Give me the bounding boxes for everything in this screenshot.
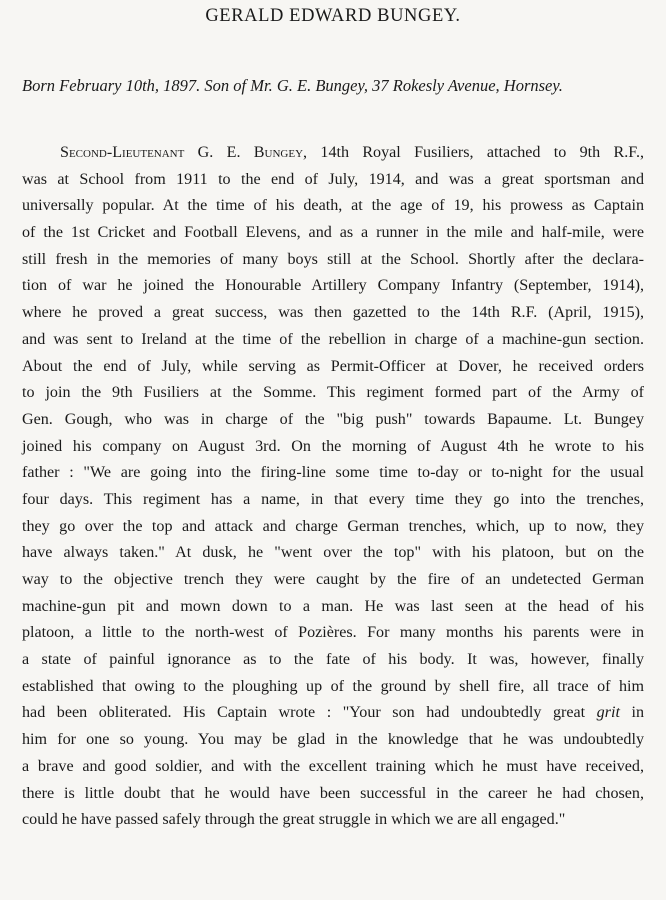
body-line: still fresh in the memories of many boys still at the School. Shortly after the declara- [22, 250, 644, 268]
body-line: joined his company on August 3rd. On the morning of August 4th he wrote to his [22, 437, 644, 455]
body-line: him for one so young. You may be glad in the knowledge that he was undoubtedly [22, 731, 644, 749]
body-line: universally popular. At the time of his death, at the age of 19, his prowess as Captain [22, 197, 644, 215]
body-line: to join the 9th Fusiliers at the Somme. This regiment formed part of the Army of [22, 384, 644, 402]
body-line: a state of painful ignorance as to the fate of his body. It was, however, finally [22, 651, 644, 669]
body-line: there is little doubt that he would have been successful in the career he had chosen, [22, 784, 644, 802]
first-line-rest: , 14th Royal Fusiliers, attached to 9th R.F., [303, 144, 644, 161]
grit-line-start: had been obliterated. His Captain wrote : "Your son had undoubtedly great [22, 704, 597, 722]
body-line: was at School from 1911 to the end of July, 1914, and was a great sportsman and [22, 170, 644, 188]
grit-line-end: in [619, 704, 644, 722]
person-name: G. E. Bungey [197, 144, 304, 161]
body-line: tion of war he joined the Honourable Artillery Company Infantry (September, 1914), [22, 277, 644, 295]
body-line: have always taken." At dusk, he "went over the top" with his platoon, but on the [22, 544, 644, 562]
body-line: and was sent to Ireland at the time of the rebellion in charge of a machine-gun section. [22, 330, 644, 348]
grit-word: grit [596, 704, 620, 722]
body-line: four days. This regiment has a name, in that every time they go into the trenches, [22, 490, 644, 508]
body-line: a brave and good soldier, and with the excellent training which he must have received, [22, 757, 644, 775]
birth-info-subtitle: Born February 10th, 1897. Son of Mr. G. E. Bungey, 37 Rokesly Avenue, Hornsey. [22, 76, 563, 95]
body-line: machine-gun pit and mown down to a man. He was last seen at the head of his [22, 597, 644, 615]
biography-paragraph [22, 140, 644, 834]
body-line-last: could he have passed safely through the great struggle in which we are all engaged." [22, 811, 566, 829]
body-line: platoon, a little to the north-west of Pozières. For many months his parents were in [22, 624, 644, 642]
body-line: About the end of July, while serving as Permit-Officer at Dover, he received orders [22, 357, 644, 375]
body-line: where he proved a great success, was then gazetted to the 14th R.F. (April, 1915), [22, 304, 644, 322]
body-line-grit [22, 700, 644, 727]
body-line: father : "We are going into the firing-line some time to-day or to-night for the usual [22, 464, 644, 482]
body-line-first [22, 140, 644, 167]
rank-text: Second-Lieutenant [60, 144, 185, 161]
body-line: they go over the top and attack and charge German trenches, which, up to now, they [22, 517, 644, 535]
body-line: of the 1st Cricket and Football Elevens, and as a runner in the mile and half-mile, were [22, 224, 644, 242]
body-line: Gen. Gough, who was in charge of the "big push" towards Bapaume. Lt. Bungey [22, 410, 644, 428]
body-line: way to the objective trench they were caught by the fire of an undetected German [22, 571, 644, 588]
body-line: established that owing to the ploughing up of the ground by shell fire, all trace of him [22, 677, 644, 695]
page-title: GERALD EDWARD BUNGEY. [205, 6, 461, 26]
